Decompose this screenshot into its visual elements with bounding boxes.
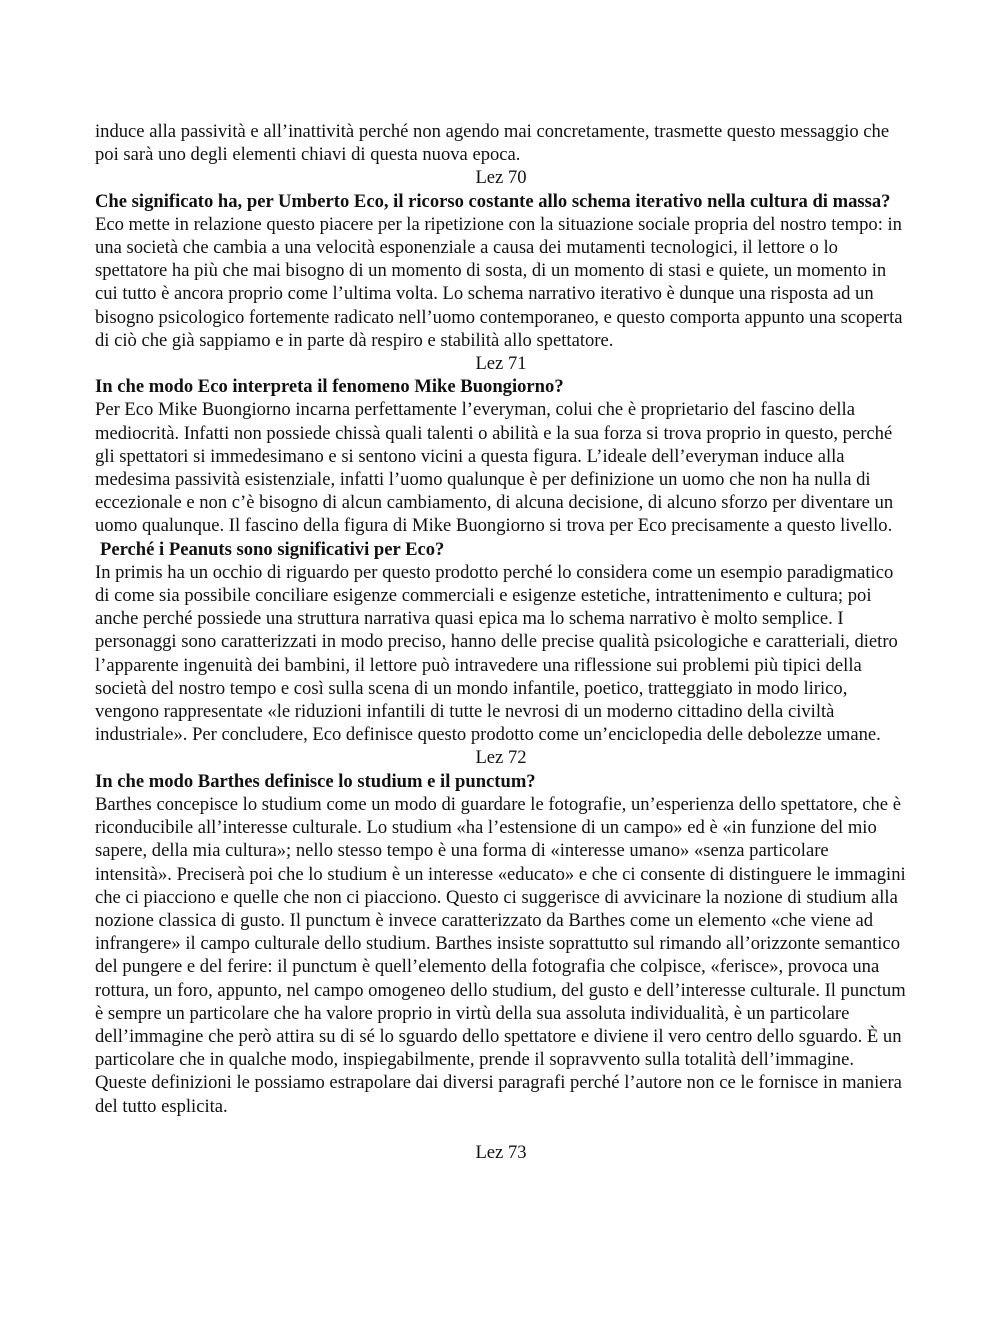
answer-72: Barthes concepisce lo studium come un modo di guardare le fotografie, un’esperienza dello spettatore, che è riconducibile all’interesse culturale. Lo studium «ha l’estensione di un campo» ed è «in funzione del mio sapere, della mia cultura»; nello stesso tempo è una forma di «interesse umano» «senza particolare intensità». Preciserà poi che lo studium è un interesse «educato» e che ci consente di distinguere le immagini che ci piacciono e quelle che non ci piacciono. Questo ci suggerisce di avvicinare la nozione di studium alla nozione classica di gusto. Il punctum è invece caratterizzato da Barthes come un elemento «che viene ad infrangere» il campo culturale dello studium. Barthes insiste soprattutto sul rimando all’orizzonte semantico del pungere e del ferire: il punctum è quell’elemento della fotografia che colpisce, «ferisce», provoca una rottura, un foro, appunto, nel campo omogeneo dello studium, del gusto e dell’interesse culturale. Il punctum è sempre un particolare che ha valore proprio in virtù della sua assoluta individualità, è un particolare dell’immagine che però attira su di sé lo sguardo dello spettatore e diviene il vero centro dello sguardo. È un particolare che in qualche modo, inspiegabilmente, prende il sopravvento sulla totalità dell’immagine. Queste definizioni le possiamo estrapolare dai diversi paragrafi perché l’autore non ce le fornisce in maniera del tutto esplicita. (95, 793, 906, 1117)
answer-71-peanuts: In primis ha un occhio di riguardo per questo prodotto perché lo considera come un esempio paradigmatico di come sia possibile conciliare esigenze commerciali e esigenze estetiche, intrattenimento e cultura; poi anche perché possiede una struttura narrativa quasi epica ma lo schema narrativo è molto semplice. I personaggi sono caratterizzati in modo preciso, hanno delle precise qualità psicologiche e caratteriali, dietro l’apparente ingenuità dei bambini, il lettore può intravedere una riflessione sui problemi più tipici della società del nostro tempo e così sulla scena di un mondo infantile, poetico, tratteggiato in modo lirico, vengono rappresentate «le riduzioni infantili di tutte le nevrosi di un moderno cittadino della civiltà industriale». Per concludere, Eco definisce questo prodotto come un’enciclopedia delle debolezze umane. (95, 561, 898, 746)
question-71-mike-buongiorno: In che modo Eco interpreta il fenomeno Mike Buongiorno? (95, 376, 564, 398)
answer-71-mike-buongiorno: Per Eco Mike Buongiorno incarna perfettamente l’everyman, colui che è proprietario del fascino della mediocrità. Infatti non possiede chissà quali talenti o abilità e la sua forza si trova proprio in questo, perché gli spettatori si immedesimano e si sentono vicini a questa figura. L’ideale dell’everyman induce alla medesima passività esistenziale, infatti l’uomo qualunque è per definizione un uomo che non ha nulla di eccezionale e non c’è bisogno di alcun cambiamento, di alcuna decisione, di alcuno sforzo per diventare un uomo qualunque. Il fascino della figura di Mike Buongiorno si trova per Eco precisamente a questo livello. (95, 399, 894, 537)
document-page (95, 120, 907, 1164)
answer-70: Eco mette in relazione questo piacere per la ripetizione con la situazione sociale propria del nostro tempo: in una società che cambia a una velocità esponenziale a causa dei mutamenti tecnologici, il lettore o lo spettatore ha più che mai bisogno di un momento di sosta, di un momento di stasi e quiete, un momento in cui tutto è ancora proprio come l’ultima volta. Lo schema narrativo iterativo è dunque una risposta ad un bisogno psicologico fortemente radicato nell’uomo contemporaneo, e questo comporta appunto una scoperta di ciò che già sappiamo e in parte dà respiro e stabilità allo spettatore. (95, 213, 903, 351)
question-72: In che modo Barthes definisce lo studium e il punctum? (95, 770, 536, 792)
section-spacer (95, 1118, 907, 1141)
intro-paragraph: induce alla passività e all’inattività perché non agendo mai concretamente, trasmette questo messaggio che poi sarà uno degli elementi chiavi di questa nuova epoca. (95, 121, 890, 166)
lesson-heading-73: Lez 73 (475, 1141, 527, 1163)
lesson-heading-71: Lez 71 (475, 353, 527, 375)
question-71-peanuts: Perché i Peanuts sono significativi per Eco? (100, 538, 445, 560)
lesson-heading-70: Lez 70 (475, 167, 527, 189)
lesson-heading-72: Lez 72 (475, 747, 527, 769)
question-70: Che significato ha, per Umberto Eco, il ricorso costante allo schema iterativo nella cultura di massa? (95, 190, 891, 212)
